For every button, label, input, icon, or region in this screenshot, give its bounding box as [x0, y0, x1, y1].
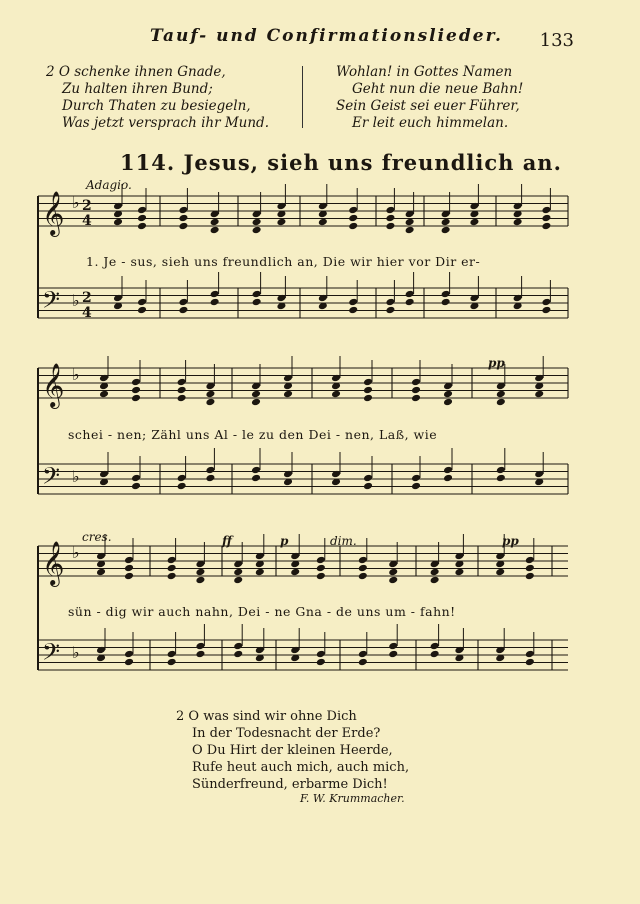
dynamic-ff: ff — [222, 534, 232, 548]
notehead — [316, 564, 326, 573]
notehead — [385, 206, 395, 215]
notehead — [496, 466, 506, 475]
author-credit: F. W. Krummacher. — [300, 792, 405, 805]
verse2-right-line: Er leit euch himmelan. — [352, 115, 509, 131]
notehead — [388, 642, 398, 651]
bass-clef: 𝄢 — [42, 286, 61, 319]
time-sig-top: 2 — [82, 290, 92, 306]
notehead — [348, 214, 358, 223]
verse2-left-line: Zu halten ihren Bund; — [62, 81, 213, 97]
notehead — [348, 298, 358, 307]
notehead — [358, 572, 368, 581]
notehead — [131, 386, 141, 395]
notehead — [363, 378, 373, 387]
notehead — [177, 394, 187, 403]
notehead — [363, 482, 373, 491]
notehead — [137, 306, 147, 315]
verse2-right-line: Wohlan! in Gottes Namen — [336, 64, 513, 80]
notehead — [167, 556, 177, 565]
running-header: Tauf- und Confirmationslieder. — [150, 26, 503, 46]
notehead — [430, 576, 440, 585]
notehead — [411, 474, 421, 483]
notehead — [411, 482, 421, 491]
notehead — [137, 222, 147, 231]
notehead — [167, 572, 177, 581]
verse3-line: Sünderfreund, erbarme Dich! — [192, 777, 388, 792]
notehead — [251, 466, 261, 475]
notehead — [251, 474, 261, 483]
notehead — [358, 650, 368, 659]
notehead — [525, 650, 535, 659]
treble-clef: 𝄞 — [42, 541, 65, 585]
verse3-line: Rufe heut auch mich, auch mich, — [192, 760, 410, 775]
notehead — [430, 650, 440, 659]
notehead — [178, 298, 188, 307]
notehead — [177, 378, 187, 387]
notehead — [358, 658, 368, 667]
system1-lyrics: 1. Je - sus, sieh uns freundlich an, Die wir hier vor Dir er- — [86, 254, 481, 269]
notehead — [252, 298, 262, 307]
system2-lyrics: schei - nen; Zähl uns Al - le zu den Dei - nen, Laß, wie — [68, 427, 438, 442]
notehead — [441, 226, 451, 235]
dynamic-pp-end: pp — [502, 534, 519, 548]
time-sig-bottom: 4 — [82, 213, 92, 229]
notehead — [385, 306, 395, 315]
notehead — [348, 222, 358, 231]
notehead — [167, 650, 177, 659]
notehead — [124, 650, 134, 659]
notehead — [177, 474, 187, 483]
flat-sign: ♭ — [72, 467, 80, 486]
notehead — [358, 556, 368, 565]
treble-clef: 𝄞 — [42, 191, 65, 235]
notehead — [205, 466, 215, 475]
verse3-line: In der Todesnacht der Erde? — [192, 726, 381, 741]
verse3-line: 2 O was sind wir ohne Dich — [176, 709, 357, 724]
notehead — [137, 214, 147, 223]
time-sig-top: 2 — [82, 198, 92, 214]
verse2-left-line: Durch Thaten zu besiegeln, — [62, 98, 251, 114]
bass-clef: 𝄢 — [42, 638, 61, 671]
notehead — [131, 378, 141, 387]
notehead — [363, 386, 373, 395]
notehead — [205, 398, 215, 407]
system3-lyrics: sün - dig wir auch nahn, Dei - ne Gna - de uns um - fahn! — [68, 604, 456, 619]
notehead — [177, 482, 187, 491]
bass-clef: 𝄢 — [42, 462, 61, 495]
dynamic-cres: cres. — [82, 530, 112, 544]
notehead — [348, 206, 358, 215]
notehead — [348, 306, 358, 315]
notehead — [405, 298, 415, 307]
flat-sign: ♭ — [72, 643, 80, 662]
verse2-left-line: Was jetzt versprach ihr Mund. — [62, 115, 269, 131]
hymn-title: 114. Jesus, sieh uns freundlich an. — [120, 150, 562, 175]
notehead — [496, 474, 506, 483]
notehead — [388, 576, 398, 585]
tempo-marking: Adagio. — [86, 178, 132, 192]
flat-sign: ♭ — [72, 193, 80, 212]
notehead — [411, 394, 421, 403]
notehead — [252, 226, 262, 235]
notehead — [252, 290, 262, 299]
notehead — [430, 642, 440, 651]
notehead — [525, 658, 535, 667]
flat-sign: ♭ — [72, 365, 80, 384]
notehead — [195, 576, 205, 585]
notehead — [541, 298, 551, 307]
notehead — [525, 572, 535, 581]
notehead — [443, 466, 453, 475]
time-sig-bottom: 4 — [82, 305, 92, 321]
notehead — [178, 214, 188, 223]
notehead — [441, 298, 451, 307]
notehead — [131, 482, 141, 491]
flat-sign: ♭ — [72, 291, 80, 310]
notehead — [525, 564, 535, 573]
notehead — [124, 572, 134, 581]
notehead — [316, 556, 326, 565]
notehead — [541, 214, 551, 223]
notehead — [167, 564, 177, 573]
notehead — [443, 474, 453, 483]
notehead — [233, 650, 243, 659]
dynamic-pp: pp — [488, 356, 505, 370]
dynamic-dim: dim. — [330, 534, 357, 548]
notehead — [385, 222, 395, 231]
notehead — [177, 386, 187, 395]
page-number: 133 — [539, 30, 574, 51]
notehead — [124, 556, 134, 565]
notehead — [210, 298, 220, 307]
notehead — [137, 206, 147, 215]
verse2-left-line: 2 O schenke ihnen Gnade, — [46, 64, 226, 80]
notehead — [541, 206, 551, 215]
notehead — [385, 214, 395, 223]
notehead — [131, 394, 141, 403]
notehead — [358, 564, 368, 573]
notehead — [210, 290, 220, 299]
notehead — [178, 222, 188, 231]
notehead — [233, 576, 243, 585]
notehead — [195, 650, 205, 659]
notehead — [233, 642, 243, 651]
notehead — [124, 658, 134, 667]
notehead — [411, 378, 421, 387]
notehead — [178, 206, 188, 215]
notehead — [496, 398, 506, 407]
notehead — [316, 658, 326, 667]
notehead — [443, 398, 453, 407]
notehead — [316, 572, 326, 581]
notehead — [388, 650, 398, 659]
treble-clef: 𝄞 — [42, 363, 65, 407]
notehead — [441, 290, 451, 299]
notehead — [137, 298, 147, 307]
notehead — [405, 290, 415, 299]
notehead — [363, 474, 373, 483]
notehead — [363, 394, 373, 403]
verse2-right-line: Geht nun die neue Bahn! — [352, 81, 524, 97]
flat-sign: ♭ — [72, 543, 80, 562]
notehead — [210, 226, 220, 235]
dynamic-p: p — [280, 534, 289, 548]
notehead — [525, 556, 535, 565]
notehead — [405, 226, 415, 235]
notehead — [316, 650, 326, 659]
notehead — [178, 306, 188, 315]
notehead — [385, 298, 395, 307]
notehead — [411, 386, 421, 395]
verse3 — [176, 708, 409, 793]
notehead — [541, 306, 551, 315]
notehead — [124, 564, 134, 573]
verse2-right-line: Sein Geist sei euer Führer, — [336, 98, 520, 114]
notehead — [167, 658, 177, 667]
notehead — [251, 398, 261, 407]
notehead — [131, 474, 141, 483]
verse3-line: O Du Hirt der kleinen Heerde, — [192, 743, 393, 758]
notehead — [195, 642, 205, 651]
notehead — [541, 222, 551, 231]
notehead — [205, 474, 215, 483]
